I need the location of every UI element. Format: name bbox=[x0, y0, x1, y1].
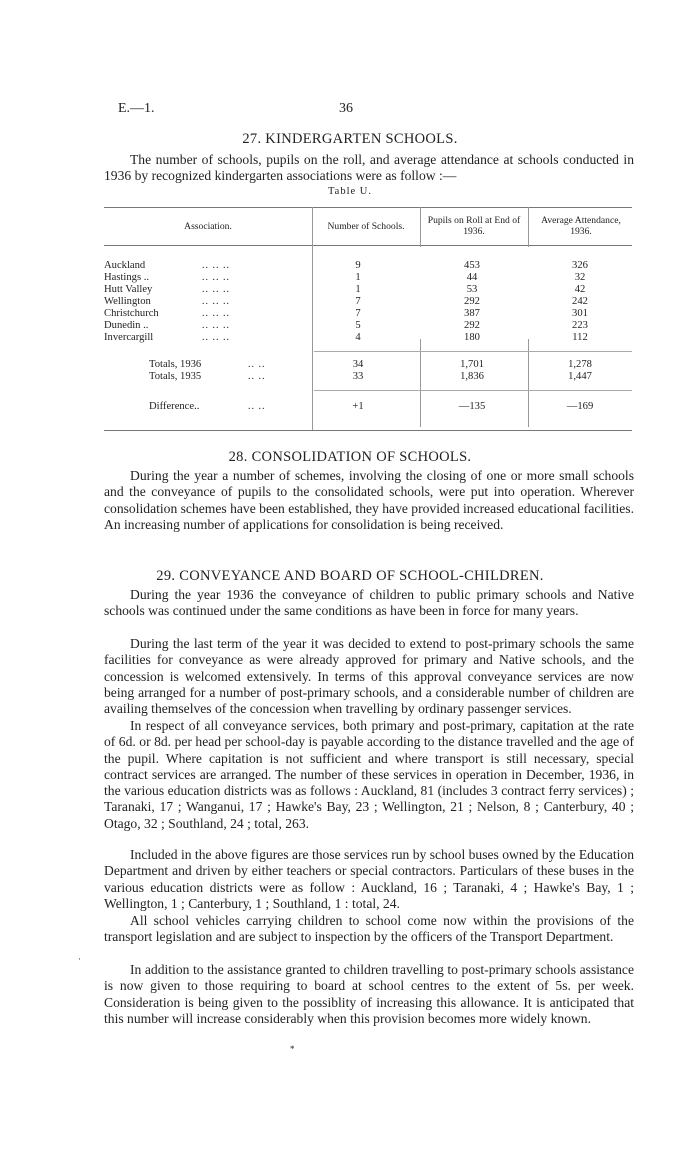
header-number-of-schools: Number of Schools. bbox=[327, 221, 405, 232]
leader-dots: .. .. .. bbox=[202, 320, 230, 331]
cell-attendance: 223 bbox=[572, 320, 588, 331]
cell-schools: 34 bbox=[352, 359, 364, 370]
leader-dots: .. .. .. bbox=[202, 272, 230, 283]
cell-attendance: 242 bbox=[572, 296, 588, 307]
cell-attendance: 112 bbox=[572, 332, 588, 343]
leader-dots: .. .. .. bbox=[202, 308, 230, 319]
section-29-heading: 29. CONVEYANCE AND BOARD OF SCHOOL-CHILDREN. bbox=[156, 568, 544, 584]
cell-schools: 9 bbox=[355, 260, 361, 271]
row-name: Dunedin .. bbox=[104, 320, 149, 331]
print-mark: * bbox=[290, 1044, 295, 1054]
cell-roll: 53 bbox=[466, 284, 478, 295]
cell-schools: 4 bbox=[355, 332, 361, 343]
cell-roll: —135 bbox=[458, 401, 486, 412]
cell-schools: +1 bbox=[352, 401, 364, 412]
cell-roll: 1,836 bbox=[460, 371, 484, 382]
row-name: Invercargill bbox=[104, 332, 154, 343]
leader-dots: .. .. .. bbox=[202, 296, 230, 307]
cell-roll: 180 bbox=[464, 332, 480, 343]
cell-roll: 44 bbox=[466, 272, 478, 283]
cell-attendance: 301 bbox=[572, 308, 588, 319]
cell-attendance: 42 bbox=[574, 284, 586, 295]
cell-schools: 1 bbox=[355, 284, 361, 295]
cell-schools: 33 bbox=[352, 371, 364, 382]
leader-dots: .. .. .. bbox=[202, 260, 230, 271]
leader-dots: .. .. .. bbox=[202, 284, 230, 295]
page-number: 36 bbox=[339, 101, 353, 116]
cell-attendance: 1,278 bbox=[568, 359, 592, 370]
leader-dots: .. .. bbox=[248, 401, 266, 412]
totals-label: Totals, 1936 bbox=[149, 359, 202, 370]
section-29-paragraph-1: During the year 1936 the conveyance of children to public primary schools and Native schools was continued under the same conditions as have been in force for many years. bbox=[104, 587, 634, 619]
section-29-paragraph-3: In respect of all conveyance services, both primary and post-primary, capitation at the rate of 6d. or 8d. per head per school-day is payable according to the distance travelled and the age of the pupil. Where capitation is not sufficient and where transport is still necessary, special contract services are arranged. The number of these services in operation in December, 1936, in the various education districts was as follows : Auckland, 81 (includes 3 contract ferry services) ; Taranaki, 17 ; Wanganui, 17 ; Hawke's Bay, 23 ; Wellington, 21 ; Nelson, 8 ; Canterbury, 40 ; Otago, 32 ; Southland, 24 ; total, 263. bbox=[104, 718, 634, 831]
row-name: Hastings .. bbox=[104, 272, 150, 283]
section-28-heading: 28. CONSOLIDATION OF SCHOOLS. bbox=[228, 449, 472, 465]
section-29-paragraph-6: In addition to the assistance granted to children travelling to post-primary schools assistance is now given to those requiring to board at school centres to the extent of 5s. per week. Consideration is being given to the possiblity of increasing this allowance. It is anticipated that this number will increase considerably when this provision becomes more widely known. bbox=[104, 962, 634, 1026]
cell-schools: 1 bbox=[355, 272, 361, 283]
row-name: Wellington bbox=[104, 296, 151, 307]
header-average-attendance: Average Attendance, 1936. bbox=[541, 215, 621, 237]
leader-dots: .. .. bbox=[248, 359, 266, 370]
section-27-heading: 27. KINDERGARTEN SCHOOLS. bbox=[242, 131, 458, 147]
header-pupils-on-roll: Pupils on Roll at End of 1936. bbox=[427, 215, 521, 237]
cell-roll: 292 bbox=[464, 296, 480, 307]
header-association: Association. bbox=[184, 221, 232, 232]
row-name: Auckland bbox=[104, 260, 146, 271]
cell-roll: 292 bbox=[464, 320, 480, 331]
row-name: Hutt Valley bbox=[104, 284, 153, 295]
leader-dots: .. .. bbox=[248, 371, 266, 382]
running-header: E.—1. bbox=[118, 101, 155, 116]
cell-schools: 5 bbox=[355, 320, 361, 331]
cell-schools: 7 bbox=[355, 296, 361, 307]
section-29-paragraph-5: All school vehicles carrying children to school come now within the provisions of the transport legislation and are subject to inspection by the officers of the Transport Department. bbox=[104, 913, 634, 945]
cell-attendance: 32 bbox=[574, 272, 586, 283]
section-28-paragraph: During the year a number of schemes, involving the closing of one or more small schools and the conveyance of pupils to the consolidated schools, were put into operation. Wherever consolidation schemes have been established, they have provided increased educational facilities. An increasing number of applications for consolidation is being received. bbox=[104, 468, 634, 532]
difference-label: Difference.. bbox=[149, 401, 200, 412]
margin-mark: · bbox=[78, 954, 81, 964]
cell-roll: 387 bbox=[464, 308, 480, 319]
cell-attendance: 326 bbox=[572, 260, 588, 271]
section-29-paragraph-2: During the last term of the year it was decided to extend to post-primary schools the same facilities for conveyance as were already approved for primary and Native schools, and the concession is welcomed extensively. In terms of this approval conveyance services are now being arranged for a number of post-primary schools, and a considerable number of children are availing themselves of the concession when travelling by ordinary passenger services. bbox=[104, 636, 634, 717]
cell-attendance: 1,447 bbox=[568, 371, 592, 382]
cell-roll: 1,701 bbox=[460, 359, 484, 370]
row-name: Christchurch bbox=[104, 308, 159, 319]
cell-roll: 453 bbox=[464, 260, 480, 271]
table-caption: Table U. bbox=[327, 186, 372, 197]
section-27-intro: The number of schools, pupils on the roll, and average attendance at schools conducted in 1936 by recognized kindergarten associations were as follow :— bbox=[104, 152, 634, 184]
section-29-paragraph-4: Included in the above figures are those services run by school buses owned by the Education Department and driven by either teachers or special contractors. Particulars of these buses in the various education districts were as follow : Auckland, 16 ; Taranaki, 4 ; Hawke's Bay, 1 ; Wellington, 1 ; Canterbury, 1 ; Southland, 1 : total, 24. bbox=[104, 847, 634, 911]
totals-label: Totals, 1935 bbox=[149, 371, 202, 382]
cell-schools: 7 bbox=[355, 308, 361, 319]
leader-dots: .. .. .. bbox=[202, 332, 230, 343]
cell-attendance: —169 bbox=[566, 401, 594, 412]
